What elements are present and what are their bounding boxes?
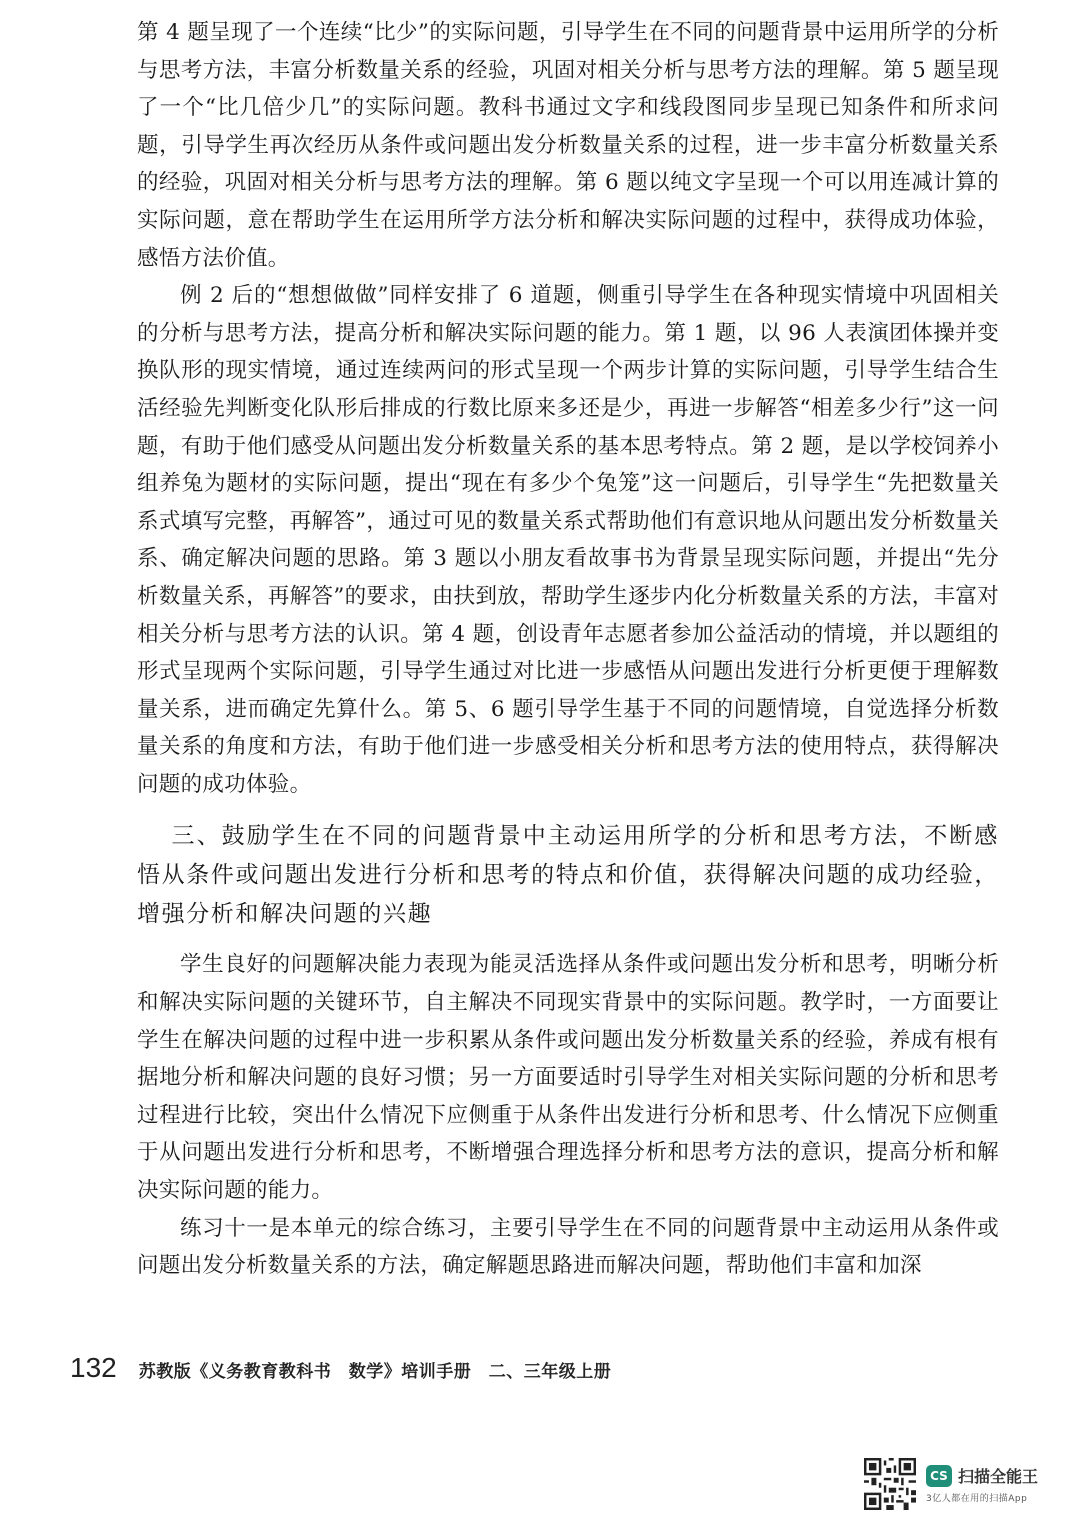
book-title: 苏教版《义务教育教科书 数学》培训手册 二、三年级上册 [138, 1362, 612, 1382]
body-text [137, 14, 999, 1285]
brand-name: 扫描全能王 [958, 1467, 1039, 1486]
brand-block [926, 1464, 1038, 1504]
qr-code-icon [864, 1458, 916, 1510]
camscanner-logo-icon: CS [926, 1465, 952, 1487]
paragraph-1: 第 4 题呈现了一个连续“比少”的实际问题，引导学生在不同的问题背景中运用所学的分析与思考方法，丰富分析数量关系的经验，巩固对相关分析与思考方法的理解。第 5 题呈现了一个“比几倍少几”的实际问题。教科书通过文字和线段图同步呈现已知条件和所求问题，引导学生再次经历从条件或问题出发分析数量关系的过程，进一步丰富分析数量关系的经验，巩固对相关分析与思考方法的理解。第 6 题以纯文字呈现一个可以用连减计算的实际问题，意在帮助学生在运用所学方法分析和解决实际问题的过程中，获得成功体验，感悟方法价值。 [137, 20, 999, 271]
paragraph-2: 例 2 后的“想想做做”同样安排了 6 道题，侧重引导学生在各种现实情境中巩固相关的分析与思考方法，提高分析和解决实际问题的能力。第 1 题，以 96 人表演团体操并变换队形的现实情境，通过连续两问的形式呈现一个两步计算的实际问题，引导学生结合生活经验先判断变化队形后排成的行数比原来多还是少，再进一步解答“相差多少行”这一问题，有助于他们感受从问题出发分析数量关系的基本思考特点。第 2 题，是以学校饲养小组养兔为题材的实际问题，提出“现在有多少个兔笼”这一问题后，引导学生“先把数量关系式填写完整，再解答”，通过可见的数量关系式帮助他们有意识地从问题出发分析数量关系、确定解决问题的思路。第 3 题以小朋友看故事书为背景呈现实际问题，并提出“先分析数量关系，再解答”的要求，由扶到放，帮助学生逐步内化分析数量关系的方法，丰富对相关分析与思考方法的认识。第 4 题，创设青年志愿者参加公益活动的情境，并以题组的形式呈现两个实际问题，引导学生通过对比进一步感悟从问题出发进行分析更便于理解数量关系，进而确定先算什么。第 5、6 题引导学生基于不同的问题情境，自觉选择分析数量关系的角度和方法，有助于他们进一步感受相关分析和思考方法的使用特点，获得解决问题的成功体验。 [137, 283, 999, 797]
section-heading: 三、鼓励学生在不同的问题背景中主动运用所学的分析和思考方法，不断感悟从条件或问题出发进行分析和思考的特点和价值，获得解决问题的成功经验，增强分析和解决问题的兴趣 [137, 823, 999, 928]
paragraph-3: 学生良好的问题解决能力表现为能灵活选择从条件或问题出发分析和思考，明晰分析和解决实际问题的关键环节，自主解决不同现实背景中的实际问题。教学时，一方面要让学生在解决问题的过程中进一步积累从条件或问题出发分析数量关系的经验，养成有根有据地分析和解决问题的良好习惯；另一方面要适时引导学生对相关实际问题的分析和思考过程进行比较，突出什么情况下应侧重于从条件出发进行分析和思考、什么情况下应侧重于从问题出发进行分析和思考，不断增强合理选择分析和思考方法的意识，提高分析和解决实际问题的能力。 [137, 952, 999, 1204]
brand-slogan: 3亿人都在用的扫描App [926, 1494, 1028, 1504]
page-footer [70, 1352, 770, 1392]
page-number: 132 [70, 1352, 117, 1383]
scanner-watermark [864, 1458, 1064, 1510]
paragraph-4: 练习十一是本单元的综合练习，主要引导学生在不同的问题背景中主动运用从条件或问题出发分析数量关系的方法，确定解题思路进而解决问题，帮助他们丰富和加深 [137, 1215, 999, 1279]
